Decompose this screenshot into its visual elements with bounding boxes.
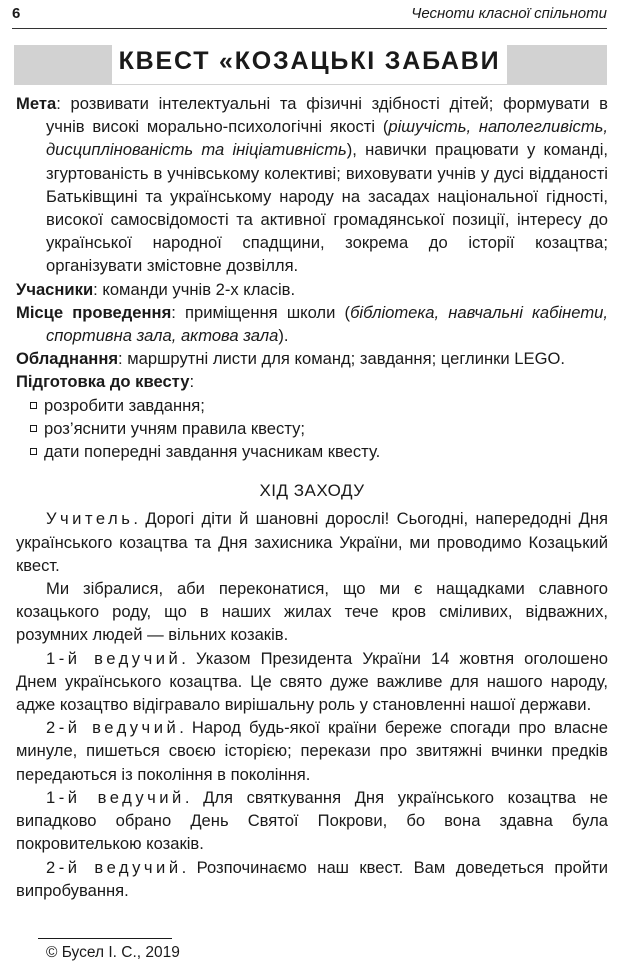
equipment-label: Обладнання: [16, 349, 119, 369]
dialogue-text: . Розпочинаємо наш квест. Вам доведеться пройти випробування.: [16, 857, 608, 900]
running-title: Чесноти класної спільноти: [411, 5, 607, 22]
venue-label: Місце проведення: [16, 302, 172, 322]
goal-text-1: : розвивати інтелектуальні та фізичні здібності дітей; формувати в учнів високі морально-психологічні якості (: [46, 94, 608, 137]
content: [16, 92, 608, 902]
section-heading: ХІД ЗАХОДУ: [259, 481, 365, 501]
goal-qualities: рішучість, наполегливість, дисциплінованість та ініціативність: [46, 117, 608, 160]
preparation-label: Підготовка до квесту: [16, 372, 190, 392]
page-number: 6: [12, 5, 21, 22]
dialogue-paragraph: [16, 716, 608, 786]
dialogue-paragraph: [16, 856, 608, 902]
dialogue-text: . Указом Президента України 14 жовтня оголошено Днем українського козацтва. Це свято дуже важливе для нашого народу, адже козацтво відігравало вирішальну роль у становленні нашої держави.: [16, 648, 608, 715]
equipment-text: : маршрутні листи для команд; завдання; цеглинки LEGO.: [118, 349, 566, 369]
preparation-paragraph: [16, 370, 608, 393]
speaker-name: 1-й ведучий: [46, 648, 182, 668]
participants-text: : команди учнів 2-х класів.: [93, 279, 296, 299]
speaker-name: Учитель: [46, 509, 134, 529]
list-item: [16, 440, 608, 463]
dialogue-paragraph: [16, 507, 608, 577]
list-item-text: розробити завдання;: [44, 395, 205, 415]
goal-label: Мета: [16, 94, 57, 113]
speaker-name: 1-й ведучий: [46, 787, 185, 807]
venue-text-2: ).: [278, 326, 289, 346]
dialogue-text: . Для святкування Дня українського козацтва не випадково обрано День Святої Покрови, бо вона здавна була покровителькою козаків.: [16, 787, 608, 854]
preparation-list: [16, 394, 608, 464]
dialogue-text: . Дорогі діти й шановні дорослі! Сьогодні, напередодні Дня українського козацтва та Дня захисника України, ми проводимо Козацький квест.: [16, 509, 608, 575]
square-bullet-icon: [30, 448, 37, 455]
list-item: [16, 417, 608, 440]
dialogue-paragraph: [16, 647, 608, 717]
goal-paragraph: [16, 92, 608, 278]
title-box: [112, 39, 507, 84]
speaker-name: 2-й ведучий: [46, 718, 180, 738]
list-item-text: дати попередні завдання учасникам квесту.: [44, 442, 381, 462]
header-rule: [12, 28, 607, 29]
speaker-name: 2-й ведучий: [46, 857, 182, 877]
participants-label: Учасники: [16, 279, 94, 299]
preparation-colon: :: [189, 372, 195, 392]
dialogue-text: . Народ будь-якої країни береже спогади про власне минуле, пишеться своєю історією; перекази про звитяжні вчинки предків передаються із покоління в покоління.: [16, 718, 608, 784]
dialogue-paragraph: [16, 786, 608, 856]
venue-rooms: бібліотека, навчальні кабінети, спортивна зала, актова зала: [46, 302, 608, 346]
list-item-text: роз’яснити учням правила квесту;: [44, 418, 306, 438]
goal-text-2: ), навички працювати у команді, згуртованість в учнівському колективі; виховувати учнів у дусі відданості Батьківщині та українському народу на засадах національної гідності, високої самосвідомості та активної громадянської позиції, інтересу до української народної спадщини, зокрема до історії козацтва; організувати змістовне дозвілля.: [46, 140, 608, 276]
list-item: [16, 394, 608, 417]
venue-paragraph: [16, 301, 608, 347]
venue-text-1: : приміщення школи (: [171, 302, 351, 322]
equipment-paragraph: [16, 347, 608, 370]
page-title: КВЕСТ «КОЗАЦЬКІ ЗАБАВИ: [118, 47, 501, 75]
dialogue-text: Ми зібралися, аби переконатися, що ми є нащадками славного козацького роду, що в наших жилах тече кров сміливих, відважних, розумних людей — вільних козаків.: [16, 579, 608, 645]
footnote-rule: [38, 938, 172, 939]
footnote: © Бусел І. С., 2019: [46, 944, 180, 961]
square-bullet-icon: [30, 402, 37, 409]
square-bullet-icon: [30, 425, 37, 432]
dialogue-paragraph: [16, 577, 608, 647]
participants-paragraph: [16, 278, 608, 301]
